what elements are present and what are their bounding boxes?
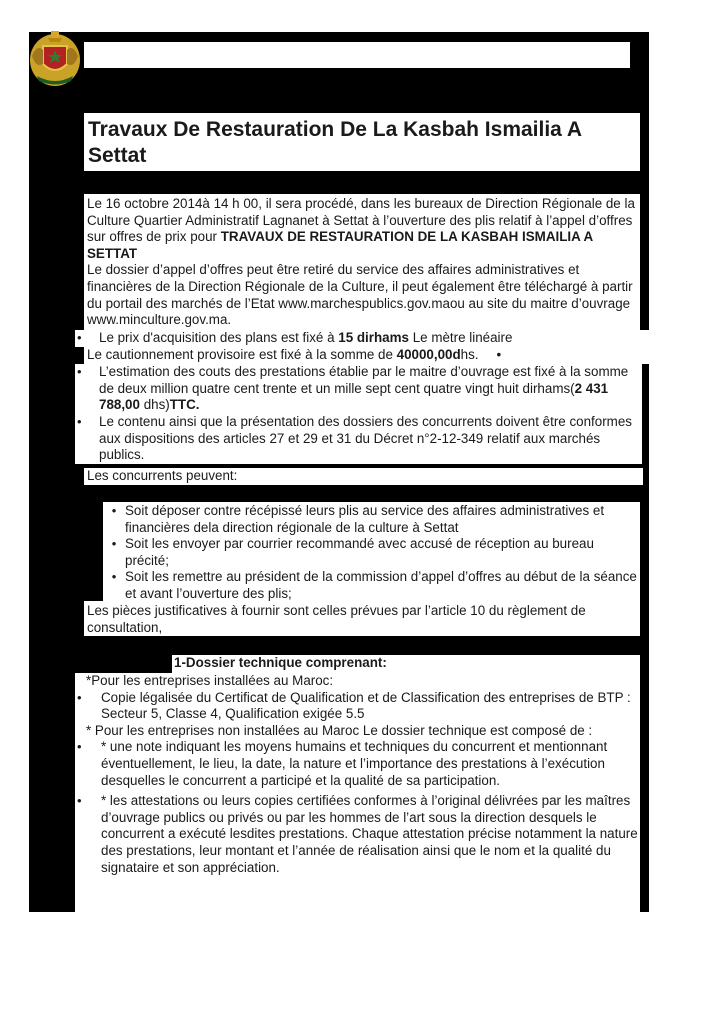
intro-section	[84, 194, 640, 330]
bullet-icon: •	[111, 536, 117, 552]
bullet-icon: •	[77, 739, 82, 755]
title-section	[84, 113, 640, 171]
pieces-section: Les pièces justificatives à fournir sont celles prévues par l’article 10 du règlement de consultation,	[84, 601, 640, 636]
page-title: Travaux De Restauration De La Kasbah Ismailia A Settat	[88, 118, 582, 167]
copie-item: • Copie légalisée du Certificat de Qualification et de Classification des entreprises de BTP : Secteur 5, Classe 4, Qualification exigée 5.5	[77, 689, 631, 722]
dossier-heading: 1-Dossier technique comprenant:	[174, 655, 387, 670]
intro-paragraph: Le 16 octobre 2014à 14 h 00, il sera procédé, dans les bureaux de Direction Régionale de la Culture Quartier Administratif Lagnanet à Settat à l’ouverture des plis relatif à l’appel d’offres sur offres de prix pour TRAVAUX DE RESTAURATION DE LA KASBAH ISMAILIA A SETTAT	[87, 196, 635, 261]
bullet-icon: •	[77, 364, 82, 379]
bullet-contenu: • Le contenu ainsi que la présentation des dossiers des concurrents doivent être conformes aux dispositions des articles 27 et 29 et 31 du Décret n°2-12-349 relatif aux marchés publics.	[75, 414, 642, 464]
bullet-icon: •	[77, 793, 82, 809]
option-item: • Soit les remettre au président de la commission d’appel d’offres au début de la séance et avant l’ouverture des plis;	[103, 569, 640, 602]
bullet-icon: •	[77, 689, 82, 705]
options-section	[103, 502, 640, 602]
concurrents-label-section: Les concurrents peuvent:	[84, 468, 643, 485]
option-item: • Soit les envoyer par courrier recommandé avec accusé de réception au bureau précité;	[103, 536, 640, 569]
retrait-paragraph: Le dossier d’appel d’offres peut être retiré du service des affaires administratives et financières de la Direction Régionale de la Culture, il peut également être téléchargé à partir du portail des marchés de l’Etat www.marchespublics.gov.maou au site du maitre d’ouvrage www.minculture.gov.ma.	[87, 262, 633, 328]
dossier-heading-box	[172, 655, 640, 673]
header-blank-bar	[84, 42, 630, 68]
attestations-item: • * les attestations ou leurs copies certifiées conformes à l’original délivrées par les maîtres d’ouvrage publics ou privés ou par les hommes de l’art sous la direction desquels le concurrent a exécuté lesdites prestations. Chaque attestation précise notamment la nature des prestations, leur montant et l’année de réalisation ainsi que le nom et la qualité du signataire et son appréciation.	[77, 793, 638, 875]
bullet-caution: Le cautionnement provisoire est fixé à la somme de 40000,00dhs. •	[84, 347, 651, 364]
bullet-icon: •	[111, 569, 117, 585]
bullet-icon: •	[111, 503, 117, 518]
note-item: • * une note indiquant les moyens humains et techniques du concurrent et mentionnant éventuellement, le lieu, la date, la nature et l’importance des prestations à l’exécution desquelles le concurrent a participé et la qualité de sa participation.	[77, 739, 608, 788]
dossier-section: *Pour les entreprises installées au Maroc: • Copie légalisée du Certificat de Qualification et de Classification des entreprises de BTP : Secteur 5, Classe 4, Qualification exigée 5.5 * Pour les entreprises non installées au Maroc Le dossier technique est composé de : • * une note indiquant les moyens humains et techniques du concurrent et mentionnant éventuellement, le lieu, la date, la nature et l’importance des prestations à l’exécution desquelles le concurrent a participé et la qualité de sa participation. • * les attestations ou leurs copies certifiées conformes à l’original délivrées par les maîtres d’ouvrage publics ou privés ou par les hommes de l’art sous la direction desquels le concurrent a exécuté lesdites prestations. Chaque attestation précise notamment la nature des prestations, leur montant et l’année de réalisation ainsi que le nom et la qualité du signataire et son appréciation.	[75, 673, 640, 912]
bullet-icon: •	[77, 330, 82, 345]
bullet-icon: •	[496, 347, 502, 362]
moroccan-coat-of-arms-icon	[29, 30, 81, 88]
option-item: • Soit déposer contre récépissé leurs plis au service des affaires administratives et financières dela direction régionale de la culture à Settat	[103, 503, 640, 536]
bullet-prix: • Le prix d'acquisition des plans est fixé à 15 dirhams Le mètre linéaire	[75, 330, 651, 347]
bullet-icon: •	[77, 414, 82, 429]
bullet-estimation: • L’estimation des couts des prestations établie par le maitre d’ouvrage est fixé à la somme de deux million quatre cent trente et un mille sept cent quatre vingt huit dirhams(2 431 788,00 dhs)TTC.	[75, 364, 642, 414]
